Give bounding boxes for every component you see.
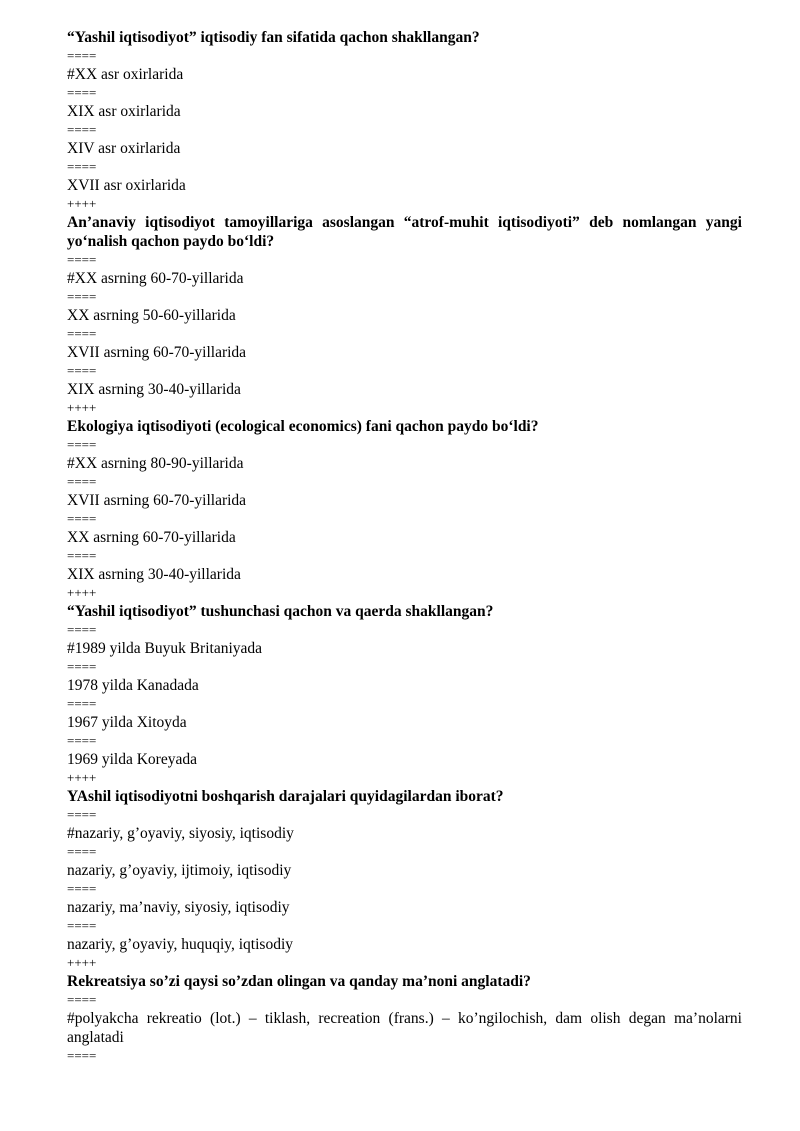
option-separator: ==== [67, 474, 97, 489]
answer-option: nazariy, g’oyaviy, ijtimoiy, iqtisodiy [67, 862, 292, 879]
document-content [67, 28, 742, 1065]
question-block [67, 787, 742, 972]
option-separator: ==== [67, 918, 97, 933]
option-separator: ==== [67, 326, 97, 341]
question-separator: ++++ [67, 770, 97, 785]
option-separator: ==== [67, 992, 97, 1007]
question-text: “Yashil iqtisodiyot” iqtisodiy fan sifatida qachon shakllangan? [67, 29, 480, 46]
option-separator: ==== [67, 733, 97, 748]
option-separator: ==== [67, 1048, 97, 1063]
question-text: Rekreatsiya so’zi qaysi so’zdan olingan va qanday ma’noni anglatadi? [67, 973, 531, 990]
answer-option: nazariy, ma’naviy, siyosiy, iqtisodiy [67, 899, 290, 916]
option-separator: ==== [67, 881, 97, 896]
answer-option-correct: #polyakcha rekreatio (lot.) – tiklash, recreation (frans.) – ko’ngilochish, dam olish degan ma’nolarni anglatadi [67, 1010, 742, 1046]
answer-option-correct: #XX asrning 60-70-yillarida [67, 270, 244, 287]
option-separator: ==== [67, 48, 97, 63]
question-text: An’anaviy iqtisodiyot tamoyillariga asoslangan “atrof-muhit iqtisodiyoti” deb nomlangan yangi yo‘nalish qachon paydo bo‘ldi? [67, 214, 742, 250]
answer-option: nazariy, g’oyaviy, huquqiy, iqtisodiy [67, 936, 293, 953]
question-block [67, 972, 742, 1065]
option-separator: ==== [67, 363, 97, 378]
question-text: Ekologiya iqtisodiyoti (ecological economics) fani qachon paydo bo‘ldi? [67, 418, 539, 435]
answer-option-correct: #1989 yilda Buyuk Britaniyada [67, 640, 263, 657]
answer-option-correct: #nazariy, g’oyaviy, siyosiy, iqtisodiy [67, 825, 294, 842]
answer-option: XIX asrning 30-40-yillarida [67, 566, 241, 583]
answer-option: XVII asr oxirlarida [67, 177, 186, 194]
answer-option: XIX asrning 30-40-yillarida [67, 381, 241, 398]
option-separator: ==== [67, 844, 97, 859]
option-separator: ==== [67, 252, 97, 267]
option-separator: ==== [67, 659, 97, 674]
question-text: “Yashil iqtisodiyot” tushunchasi qachon va qaerda shakllangan? [67, 603, 494, 620]
answer-option-correct: #XX asr oxirlarida [67, 66, 184, 83]
answer-option: XX asrning 50-60-yillarida [67, 307, 236, 324]
question-block [67, 28, 742, 213]
option-separator: ==== [67, 511, 97, 526]
question-separator: ++++ [67, 955, 97, 970]
question-block [67, 417, 742, 602]
question-separator: ++++ [67, 585, 97, 600]
option-separator: ==== [67, 696, 97, 711]
option-separator: ==== [67, 807, 97, 822]
answer-option: 1967 yilda Xitoyda [67, 714, 187, 731]
answer-option: XIX asr oxirlarida [67, 103, 181, 120]
answer-option: XIV asr oxirlarida [67, 140, 181, 157]
option-separator: ==== [67, 622, 97, 637]
option-separator: ==== [67, 85, 97, 100]
answer-option: XVII asrning 60-70-yillarida [67, 492, 247, 509]
answer-option: XVII asrning 60-70-yillarida [67, 344, 247, 361]
question-text: YAshil iqtisodiyotni boshqarish darajalari quyidagilardan iborat? [67, 788, 504, 805]
question-separator: ++++ [67, 400, 97, 415]
question-block [67, 602, 742, 787]
option-separator: ==== [67, 159, 97, 174]
question-separator: ++++ [67, 196, 97, 211]
answer-option: 1978 yilda Kanadada [67, 677, 199, 694]
question-block [67, 213, 742, 417]
option-separator: ==== [67, 548, 97, 563]
answer-option: 1969 yilda Koreyada [67, 751, 197, 768]
answer-option-correct: #XX asrning 80-90-yillarida [67, 455, 244, 472]
option-separator: ==== [67, 437, 97, 452]
option-separator: ==== [67, 289, 97, 304]
answer-option: XX asrning 60-70-yillarida [67, 529, 236, 546]
option-separator: ==== [67, 122, 97, 137]
